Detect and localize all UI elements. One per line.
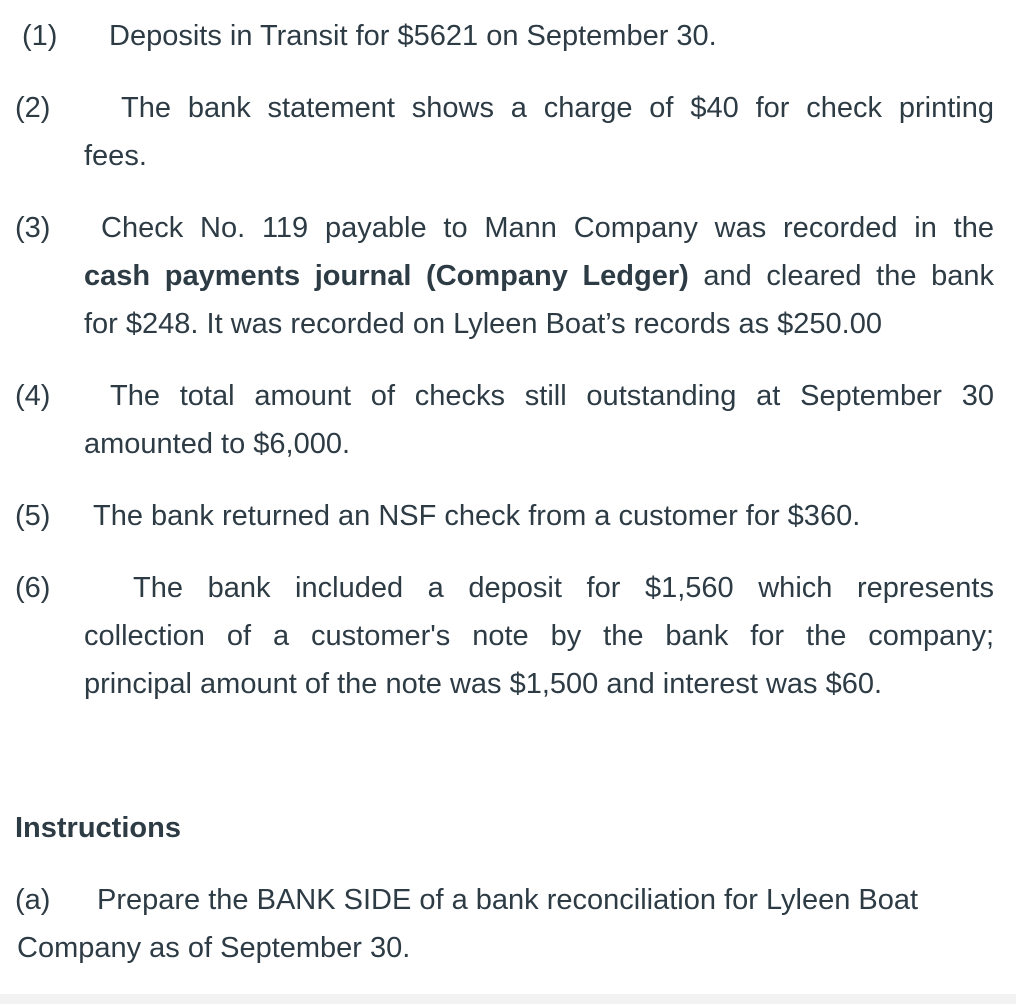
item-text-line-1: The bank statement shows a charge of $40 for check printing	[121, 92, 994, 124]
bottom-divider	[0, 994, 1016, 1004]
item-text-line-1: The bank included a deposit for $1,560 which represents	[133, 572, 994, 604]
item-text-line-2	[84, 252, 994, 300]
part-text-line-1: Prepare the BANK SIDE of a bank reconciliation for Lyleen Boat	[97, 884, 919, 916]
item-text-line-1: Check No. 119 payable to Mann Company was recorded in the	[101, 212, 994, 244]
item-text-line-1: The total amount of checks still outstanding at September 30	[110, 380, 994, 412]
part-text-line-2: Company as of September 30.	[17, 932, 411, 964]
bold-phrase: cash payments journal (Company Ledger)	[84, 260, 689, 292]
item-text-line-2: amounted to $6,000.	[84, 428, 351, 460]
item-number: (2)	[15, 92, 51, 124]
item-text-line-3: principal amount of the note was $1,500 and interest was $60.	[84, 668, 883, 700]
item-number: (6)	[15, 572, 51, 604]
item-text-rest: and cleared the bank	[688, 260, 994, 292]
item-number: (1)	[22, 20, 58, 52]
item-text: Deposits in Transit for $5621 on September 30.	[109, 20, 717, 52]
item-text-line-3: for $248. It was recorded on Lyleen Boat’s records as $250.00	[84, 308, 882, 340]
item-text-line-2: fees.	[84, 140, 147, 172]
item-text-line-2: collection of a customer's note by the bank for the company;	[84, 620, 994, 652]
item-number: (5)	[15, 500, 51, 532]
item-number: (3)	[15, 212, 51, 244]
part-label: (a)	[15, 884, 51, 916]
item-number: (4)	[15, 380, 51, 412]
item-text: The bank returned an NSF check from a customer for $360.	[93, 500, 861, 532]
instructions-heading: Instructions	[15, 812, 181, 844]
